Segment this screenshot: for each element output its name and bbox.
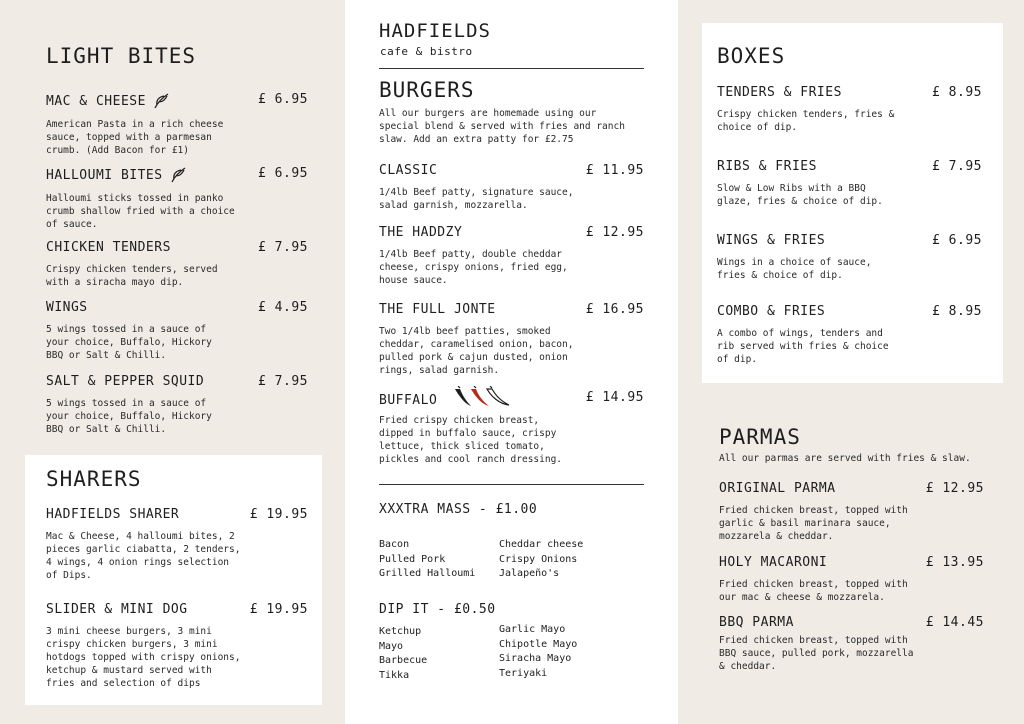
menu-item-salt-pepper-squid xyxy=(46,374,308,436)
item-price: £ 12.95 xyxy=(925,481,984,496)
vegetarian-leaf-icon xyxy=(152,92,170,110)
item-description: Crispy chicken tenders, served with a siracha mayo dip. xyxy=(46,264,218,288)
item-description: Crispy chicken tenders, fries & choice of dip. xyxy=(717,109,895,133)
list-item: Chipotle Mayo xyxy=(499,638,578,650)
divider xyxy=(379,68,644,69)
item-name: HADFIELDS SHARER xyxy=(46,507,180,522)
dips-list-left xyxy=(379,625,427,683)
menu-item-bbq-parma xyxy=(719,615,984,673)
item-name: THE HADDZY xyxy=(379,225,463,240)
menu-item-classic xyxy=(379,163,644,212)
list-item: Ketchup xyxy=(379,626,422,637)
item-price: £ 6.95 xyxy=(932,233,982,248)
brand-name: HADFIELDS xyxy=(379,20,491,42)
dips-title: DIP IT - £0.50 xyxy=(379,602,496,617)
item-description: 1/4lb Beef patty, double cheddar cheese, crispy onions, fried egg, house sauce. xyxy=(379,249,568,286)
item-price: £ 13.95 xyxy=(925,555,984,570)
list-item: Cheddar cheese xyxy=(499,539,584,550)
light-bites-title: LIGHT BITES xyxy=(46,44,197,68)
item-name: THE FULL JONTE xyxy=(379,302,496,317)
item-description: Two 1/4lb beef patties, smoked cheddar, caramelised onion, bacon, pulled pork & cajun dusted, onion rings, salad garnish. xyxy=(379,326,574,376)
item-name: WINGS & FRIES xyxy=(717,233,826,248)
item-price: £ 14.45 xyxy=(925,615,984,630)
list-item: Tikka xyxy=(379,669,410,681)
item-price: £ 6.95 xyxy=(258,166,308,181)
item-name: CHICKEN TENDERS xyxy=(46,240,171,255)
item-description: American Pasta in a rich cheese sauce, topped with a parmesan crumb. (Add Bacon for £1) xyxy=(46,119,224,156)
chilli-peppers-icon xyxy=(451,386,515,410)
item-description: 1/4lb Beef patty, signature sauce, salad garnish, mozzarella. xyxy=(379,187,574,211)
dips-list-right xyxy=(499,623,577,681)
item-price: £ 6.95 xyxy=(258,92,308,107)
item-description: Fried chicken breast, topped with our mac & cheese & mozzarela. xyxy=(719,579,908,603)
item-description: Slow & Low Ribs with a BBQ glaze, fries & choice of dip. xyxy=(717,183,883,207)
sharers-title: SHARERS xyxy=(46,467,142,491)
menu-item-the-full-jonte xyxy=(379,302,644,377)
item-description: Fried chicken breast, topped with garlic & basil marinara sauce, mozzarela & cheddar. xyxy=(719,505,908,542)
extras-list-left xyxy=(379,538,475,582)
menu-item-wings-fries xyxy=(717,233,982,282)
parmas-title: PARMAS xyxy=(719,425,801,449)
item-description: 5 wings tossed in a sauce of your choice, Buffalo, Hickory BBQ or Salt & Chilli. xyxy=(46,398,212,435)
item-name: CLASSIC xyxy=(379,163,438,178)
item-name: ORIGINAL PARMA xyxy=(719,481,836,496)
item-description: 3 mini cheese burgers, 3 mini crispy chicken burgers, 3 mini hotdogs topped with crispy onions, ketchup & mustard served with fries and selection of dips xyxy=(46,626,241,689)
item-description: Halloumi sticks tossed in panko crumb shallow fried with a choice of sauce. xyxy=(46,193,235,230)
item-description: 5 wings tossed in a sauce of your choice, Buffalo, Hickory BBQ or Salt & Chilli. xyxy=(46,324,212,361)
item-price: £ 7.95 xyxy=(258,374,308,389)
item-price: £ 4.95 xyxy=(258,300,308,315)
item-price: £ 7.95 xyxy=(258,240,308,255)
item-price: £ 12.95 xyxy=(585,225,644,240)
item-name: COMBO & FRIES xyxy=(717,304,826,319)
vegetarian-leaf-icon xyxy=(169,166,187,184)
item-price: £ 19.95 xyxy=(249,507,308,522)
list-item: Barbecue xyxy=(379,655,428,666)
menu-item-holy-macaroni xyxy=(719,555,984,604)
item-name: MAC & CHEESE xyxy=(46,93,146,109)
item-name: SALT & PEPPER SQUID xyxy=(46,374,205,389)
list-item: Mayo xyxy=(379,640,404,652)
item-price: £ 14.95 xyxy=(585,390,644,405)
item-name: WINGS xyxy=(46,300,88,315)
burgers-title: BURGERS xyxy=(379,78,475,102)
list-item: Crispy Onions xyxy=(499,553,578,565)
extras-list-right xyxy=(499,538,583,582)
extras-title: XXXTRA MASS - £1.00 xyxy=(379,502,538,517)
item-name: SLIDER & MINI DOG xyxy=(46,602,188,617)
item-price: £ 7.95 xyxy=(932,159,982,174)
list-item: Grilled Halloumi xyxy=(379,568,476,579)
item-description: A combo of wings, tenders and rib served with fries & choice of dip. xyxy=(717,328,889,365)
menu-item-tenders-fries xyxy=(717,85,982,134)
item-name: RIBS & FRIES xyxy=(717,159,817,174)
item-name: HOLY MACARONI xyxy=(719,555,828,570)
menu-item-original-parma xyxy=(719,481,984,543)
menu-item-hadfields-sharer xyxy=(46,507,308,582)
menu-item-combo-fries xyxy=(717,304,982,366)
item-price: £ 8.95 xyxy=(932,85,982,100)
item-name: BBQ PARMA xyxy=(719,615,794,630)
list-item: Siracha Mayo xyxy=(499,653,572,664)
item-description: Wings in a choice of sauce, fries & choice of dip. xyxy=(717,257,872,281)
item-price: £ 19.95 xyxy=(249,602,308,617)
list-item: Jalapeño's xyxy=(499,568,560,579)
item-description: Fried crispy chicken breast, dipped in buffalo sauce, crispy lettuce, thick sliced tomato, pickles and cool ranch dressing. xyxy=(379,415,563,465)
parmas-intro: All our parmas are served with fries & slaw. xyxy=(719,453,971,464)
burgers-intro: All our burgers are homemade using our special blend & served with fries and ranch slaw. Add an extra patty for £2.75 xyxy=(379,108,625,145)
menu-item-buffalo xyxy=(379,390,644,466)
item-name: HALLOUMI BITES xyxy=(46,167,163,183)
item-description: Mac & Cheese, 4 halloumi bites, 2 pieces garlic ciabatta, 2 tenders, 4 wings, 4 onion rings selection of Dips. xyxy=(46,531,241,581)
boxes-title: BOXES xyxy=(717,44,786,68)
list-item: Pulled Pork xyxy=(379,553,446,565)
list-item: Teriyaki xyxy=(499,667,548,679)
menu-item-halloumi-bites xyxy=(46,166,308,231)
item-price: £ 16.95 xyxy=(585,302,644,317)
list-item: Garlic Mayo xyxy=(499,624,566,635)
item-price: £ 8.95 xyxy=(932,304,982,319)
menu-item-the-haddzy xyxy=(379,225,644,287)
menu-item-ribs-fries xyxy=(717,159,982,208)
item-name: BUFFALO xyxy=(379,392,438,408)
list-item: Bacon xyxy=(379,539,410,550)
menu-item-mac-cheese xyxy=(46,92,308,157)
item-name: TENDERS & FRIES xyxy=(717,85,842,100)
menu-item-wings xyxy=(46,300,308,362)
item-price: £ 11.95 xyxy=(585,163,644,178)
menu-item-chicken-tenders xyxy=(46,240,308,289)
item-description: Fried chicken breast, topped with BBQ sauce, pulled pork, mozzarella & cheddar. xyxy=(719,635,914,672)
brand-tagline: cafe & bistro xyxy=(380,45,473,58)
menu-item-slider-mini-dog xyxy=(46,602,308,690)
divider xyxy=(379,484,644,485)
